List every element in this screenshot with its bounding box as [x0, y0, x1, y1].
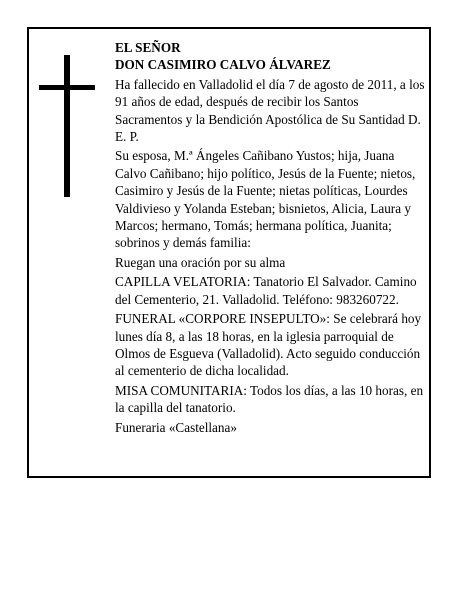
- prayer-request: Ruegan una oración por su alma: [115, 254, 286, 270]
- obituary-text: [115, 39, 425, 438]
- funeral-info: FUNERAL «CORPORE INSEPULTO»: Se celebrará hoy lunes día 8, a las 18 horas, en la iglesia parroquial de Olmos de Esgueva (Valladolid). Acto seguido conducción al cementerio de dicha localidad.: [115, 311, 422, 379]
- community-mass-info: MISA COMUNITARIA: Todos los días, a las 10 horas, en la capilla del tanatorio.: [115, 382, 424, 416]
- latin-cross-icon: [39, 55, 95, 197]
- family-list: Su esposa, M.ª Ángeles Cañibano Yustos; hija, Juana Calvo Cañibano; hijo político, Jesús de la Fuente; nietos, Casimiro y Jesús de la Fuente; nietas políticas, Lourdes Valdivieso y Yolanda Esteban; bisnietos, Alicia, Laura y Marcos; hermano, Tomás; hermana política, Juanita; sobrinos y demás familia:: [115, 148, 416, 251]
- cross-vertical-bar: [64, 55, 70, 197]
- deceased-title: EL SEÑOR: [115, 40, 181, 55]
- wake-chapel-info: CAPILLA VELATORIA: Tanatorio El Salvador. Camino del Cementerio, 21. Valladolid. Teléfono: 983260722.: [115, 274, 417, 307]
- death-announcement: Ha fallecido en Valladolid el día 7 de agosto de 2011, a los 91 años de edad, después de recibir los Santos Sacramentos y la Bendición Apostólica de Su Santidad D. E. P.: [115, 76, 425, 145]
- cross-horizontal-bar: [39, 85, 95, 90]
- obituary-frame: [27, 27, 431, 478]
- deceased-name: DON CASIMIRO CALVO ÁLVAREZ: [115, 57, 331, 73]
- funeral-home-name: Funeraria «Castellana»: [115, 419, 237, 435]
